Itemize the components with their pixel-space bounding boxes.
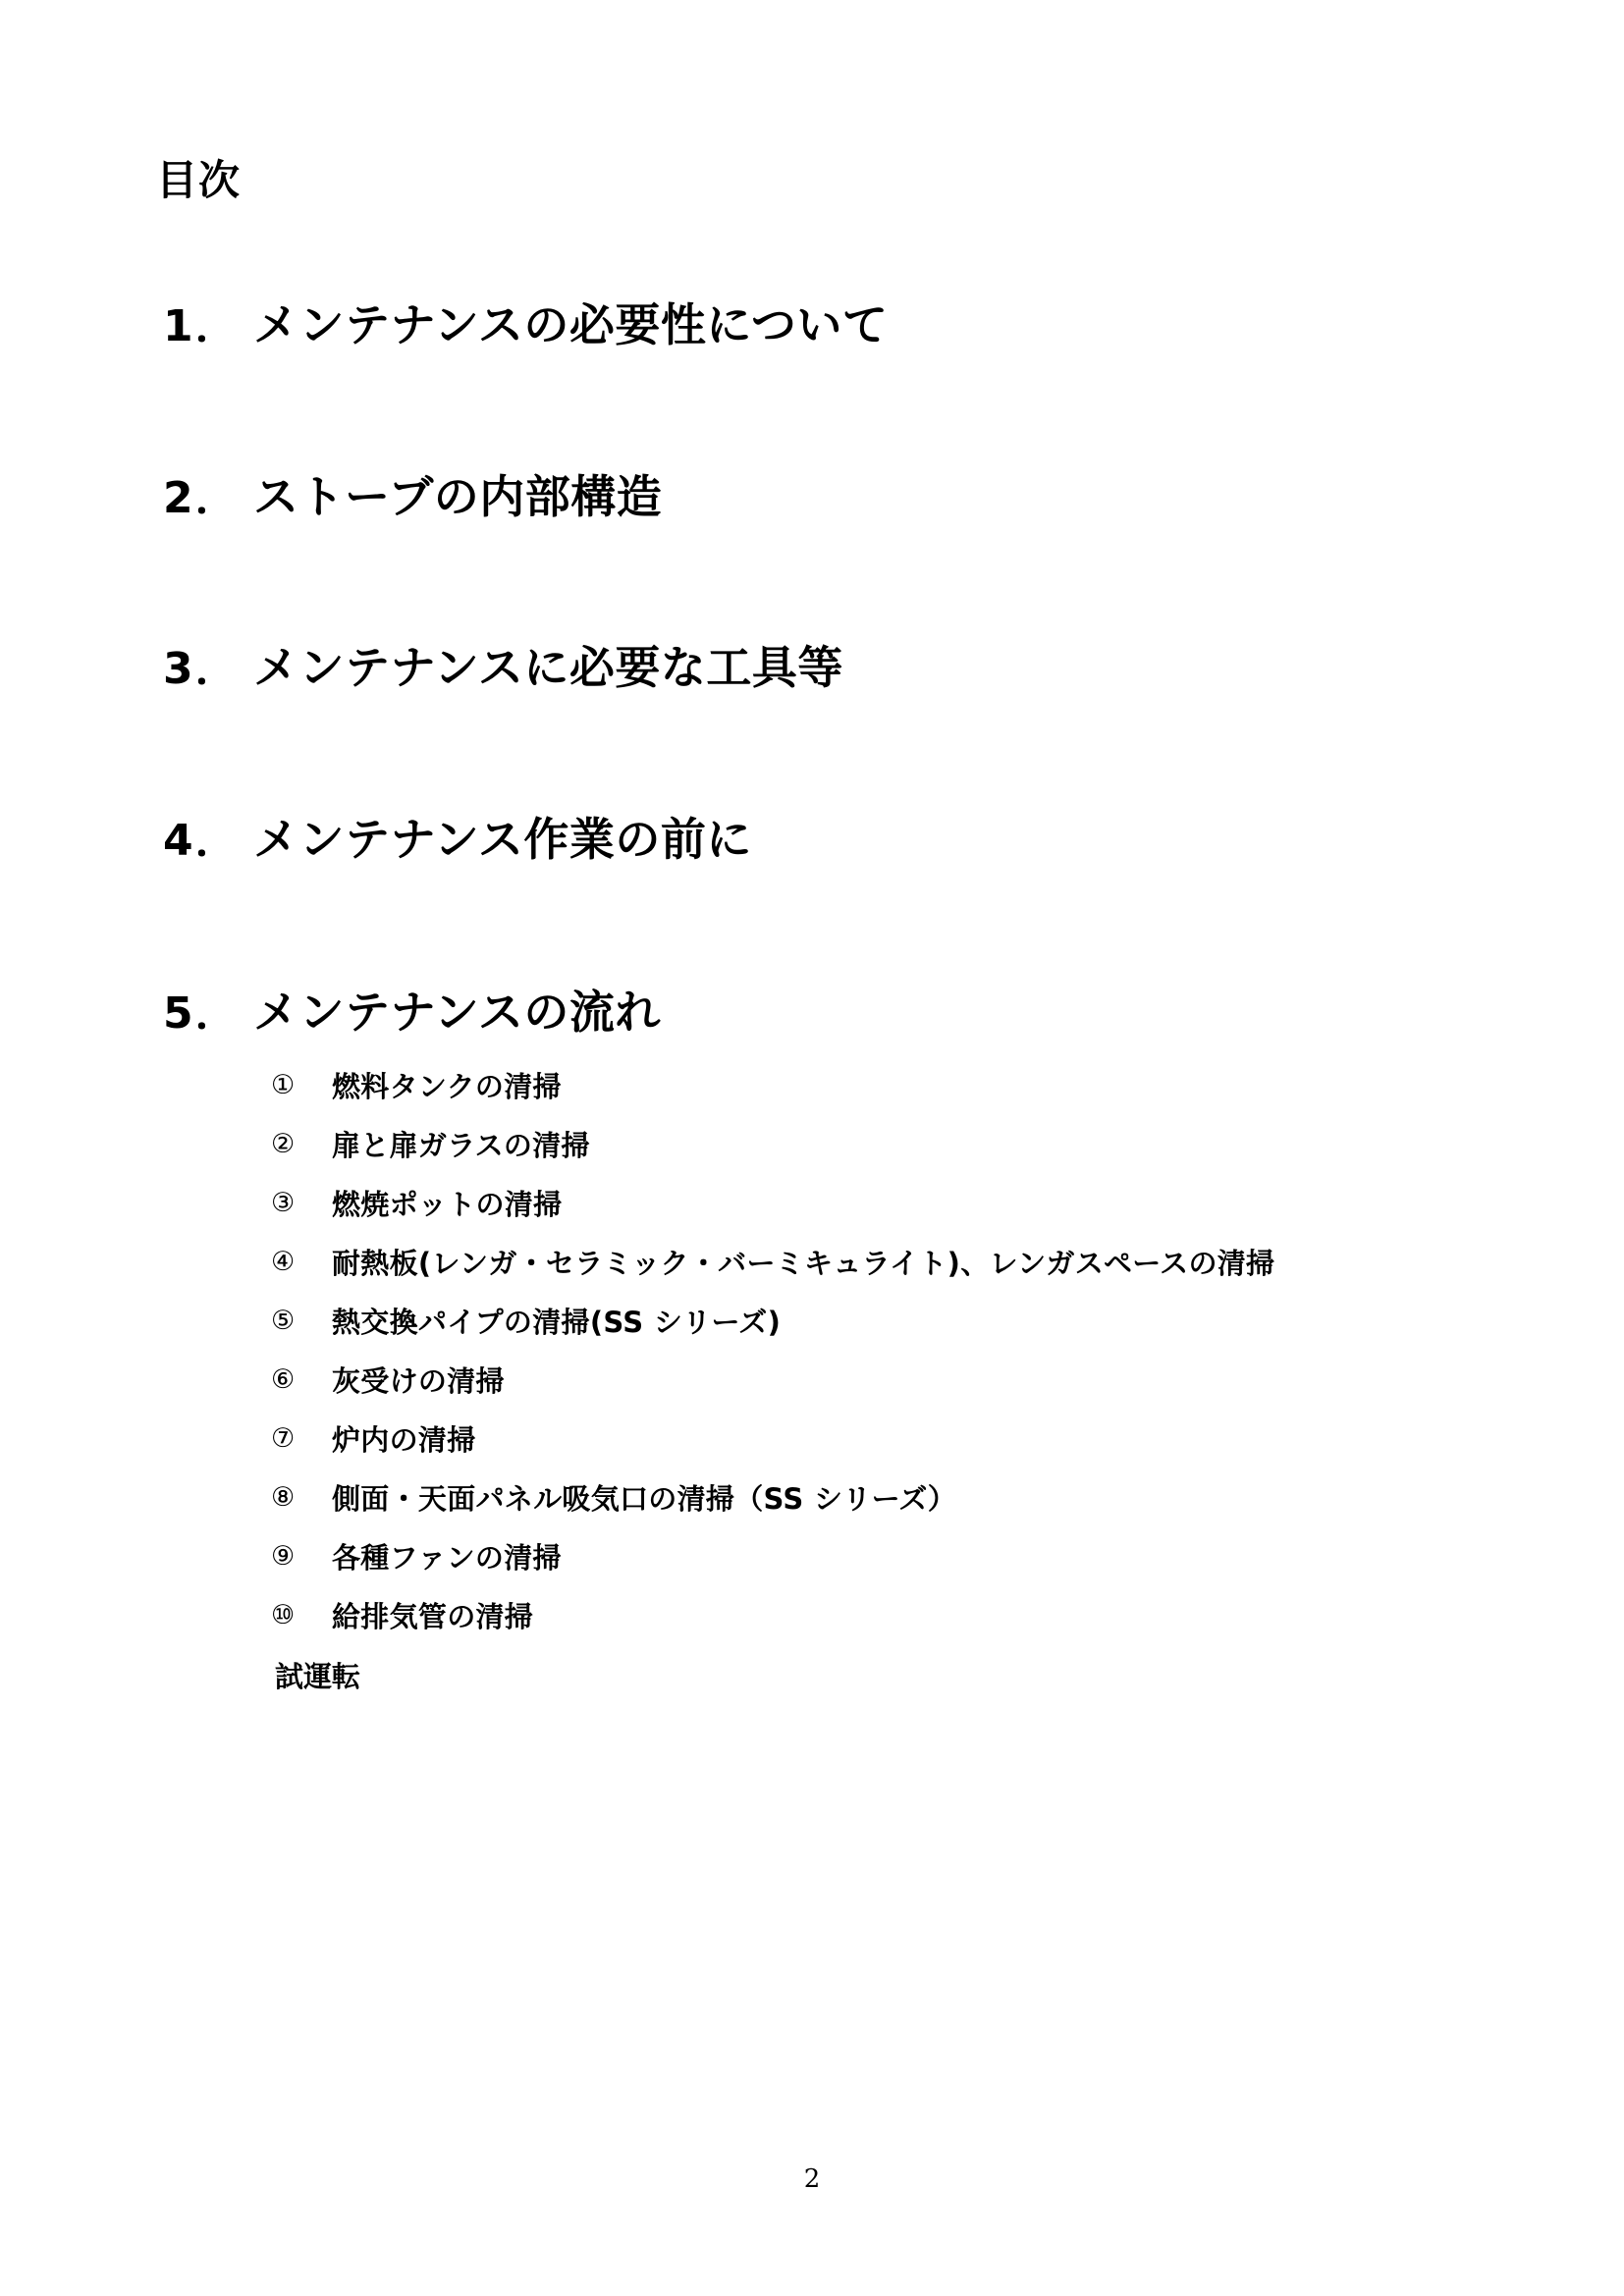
subsection-label: 耐熱板(レンガ・セラミック・バーミキュライト)、レンガスペースの清掃 [332, 1246, 1275, 1280]
subsection-mark: ⑤ [271, 1305, 296, 1336]
toc-section-2 [163, 464, 662, 523]
toc-subsection-8 [271, 1477, 956, 1517]
subsection-mark: ⑨ [271, 1540, 296, 1572]
subsection-label: 扉と扉ガラスの清掃 [332, 1128, 590, 1162]
section-number: 2． [163, 473, 241, 523]
section-title: メンテナンスの必要性について [253, 298, 889, 351]
section-title: メンテナンス作業の前に [253, 813, 752, 866]
subsection-label: 各種ファンの清掃 [332, 1540, 562, 1575]
subsection-mark: ③ [271, 1187, 296, 1218]
subsection-label: 側面・天面パネル吸気口の清掃（SS シリーズ） [332, 1481, 957, 1516]
toc-subsection-5 [271, 1301, 781, 1340]
subsection-label: 炉内の清掃 [332, 1422, 476, 1457]
toc-section-1 [163, 293, 888, 351]
subsection-mark: ⑩ [271, 1599, 296, 1630]
section-number: 3． [163, 644, 241, 694]
subsection-label: 熱交換パイプの清掃(SS シリーズ) [332, 1305, 782, 1339]
subsection-label: 燃焼ポットの清掃 [332, 1187, 563, 1221]
subsection-mark: ⑥ [271, 1363, 296, 1395]
section-number: 1． [163, 301, 241, 351]
subsection-mark: ⑧ [271, 1481, 296, 1513]
subsection-mark: ① [271, 1069, 296, 1100]
toc-subsection-2 [271, 1124, 590, 1163]
page-number: 2 [803, 2164, 821, 2194]
subsection-label: 燃料タンクの清掃 [332, 1069, 562, 1103]
toc-subsection-10 [271, 1595, 533, 1634]
section-title: メンテナンスの流れ [253, 986, 661, 1039]
toc-subsection-7 [271, 1418, 476, 1458]
subsection-mark: ② [271, 1128, 296, 1159]
section-number: 5． [163, 988, 241, 1039]
toc-section-5 [163, 980, 661, 1039]
toc-heading: 目次 [156, 156, 242, 204]
subsection-mark: ④ [271, 1246, 296, 1277]
toc-subsection-4 [271, 1242, 1274, 1281]
toc-section-4 [163, 807, 752, 866]
section-number: 4． [163, 816, 241, 866]
toc-subsection-9 [271, 1536, 562, 1575]
toc-subsection-6 [271, 1360, 505, 1399]
subsection-mark: ⑦ [271, 1422, 296, 1454]
toc-subsection-3 [271, 1183, 562, 1222]
toc-subsection-1 [271, 1065, 562, 1104]
section-title: メンテナンスに必要な工具等 [253, 641, 843, 694]
subsection-label: 灰受けの清掃 [332, 1363, 505, 1398]
section-title: ストーブの内部構造 [253, 470, 663, 523]
toc-trial-run: 試運転 [275, 1659, 361, 1693]
subsection-label: 給排気管の清掃 [332, 1599, 534, 1633]
toc-section-3 [163, 635, 843, 694]
